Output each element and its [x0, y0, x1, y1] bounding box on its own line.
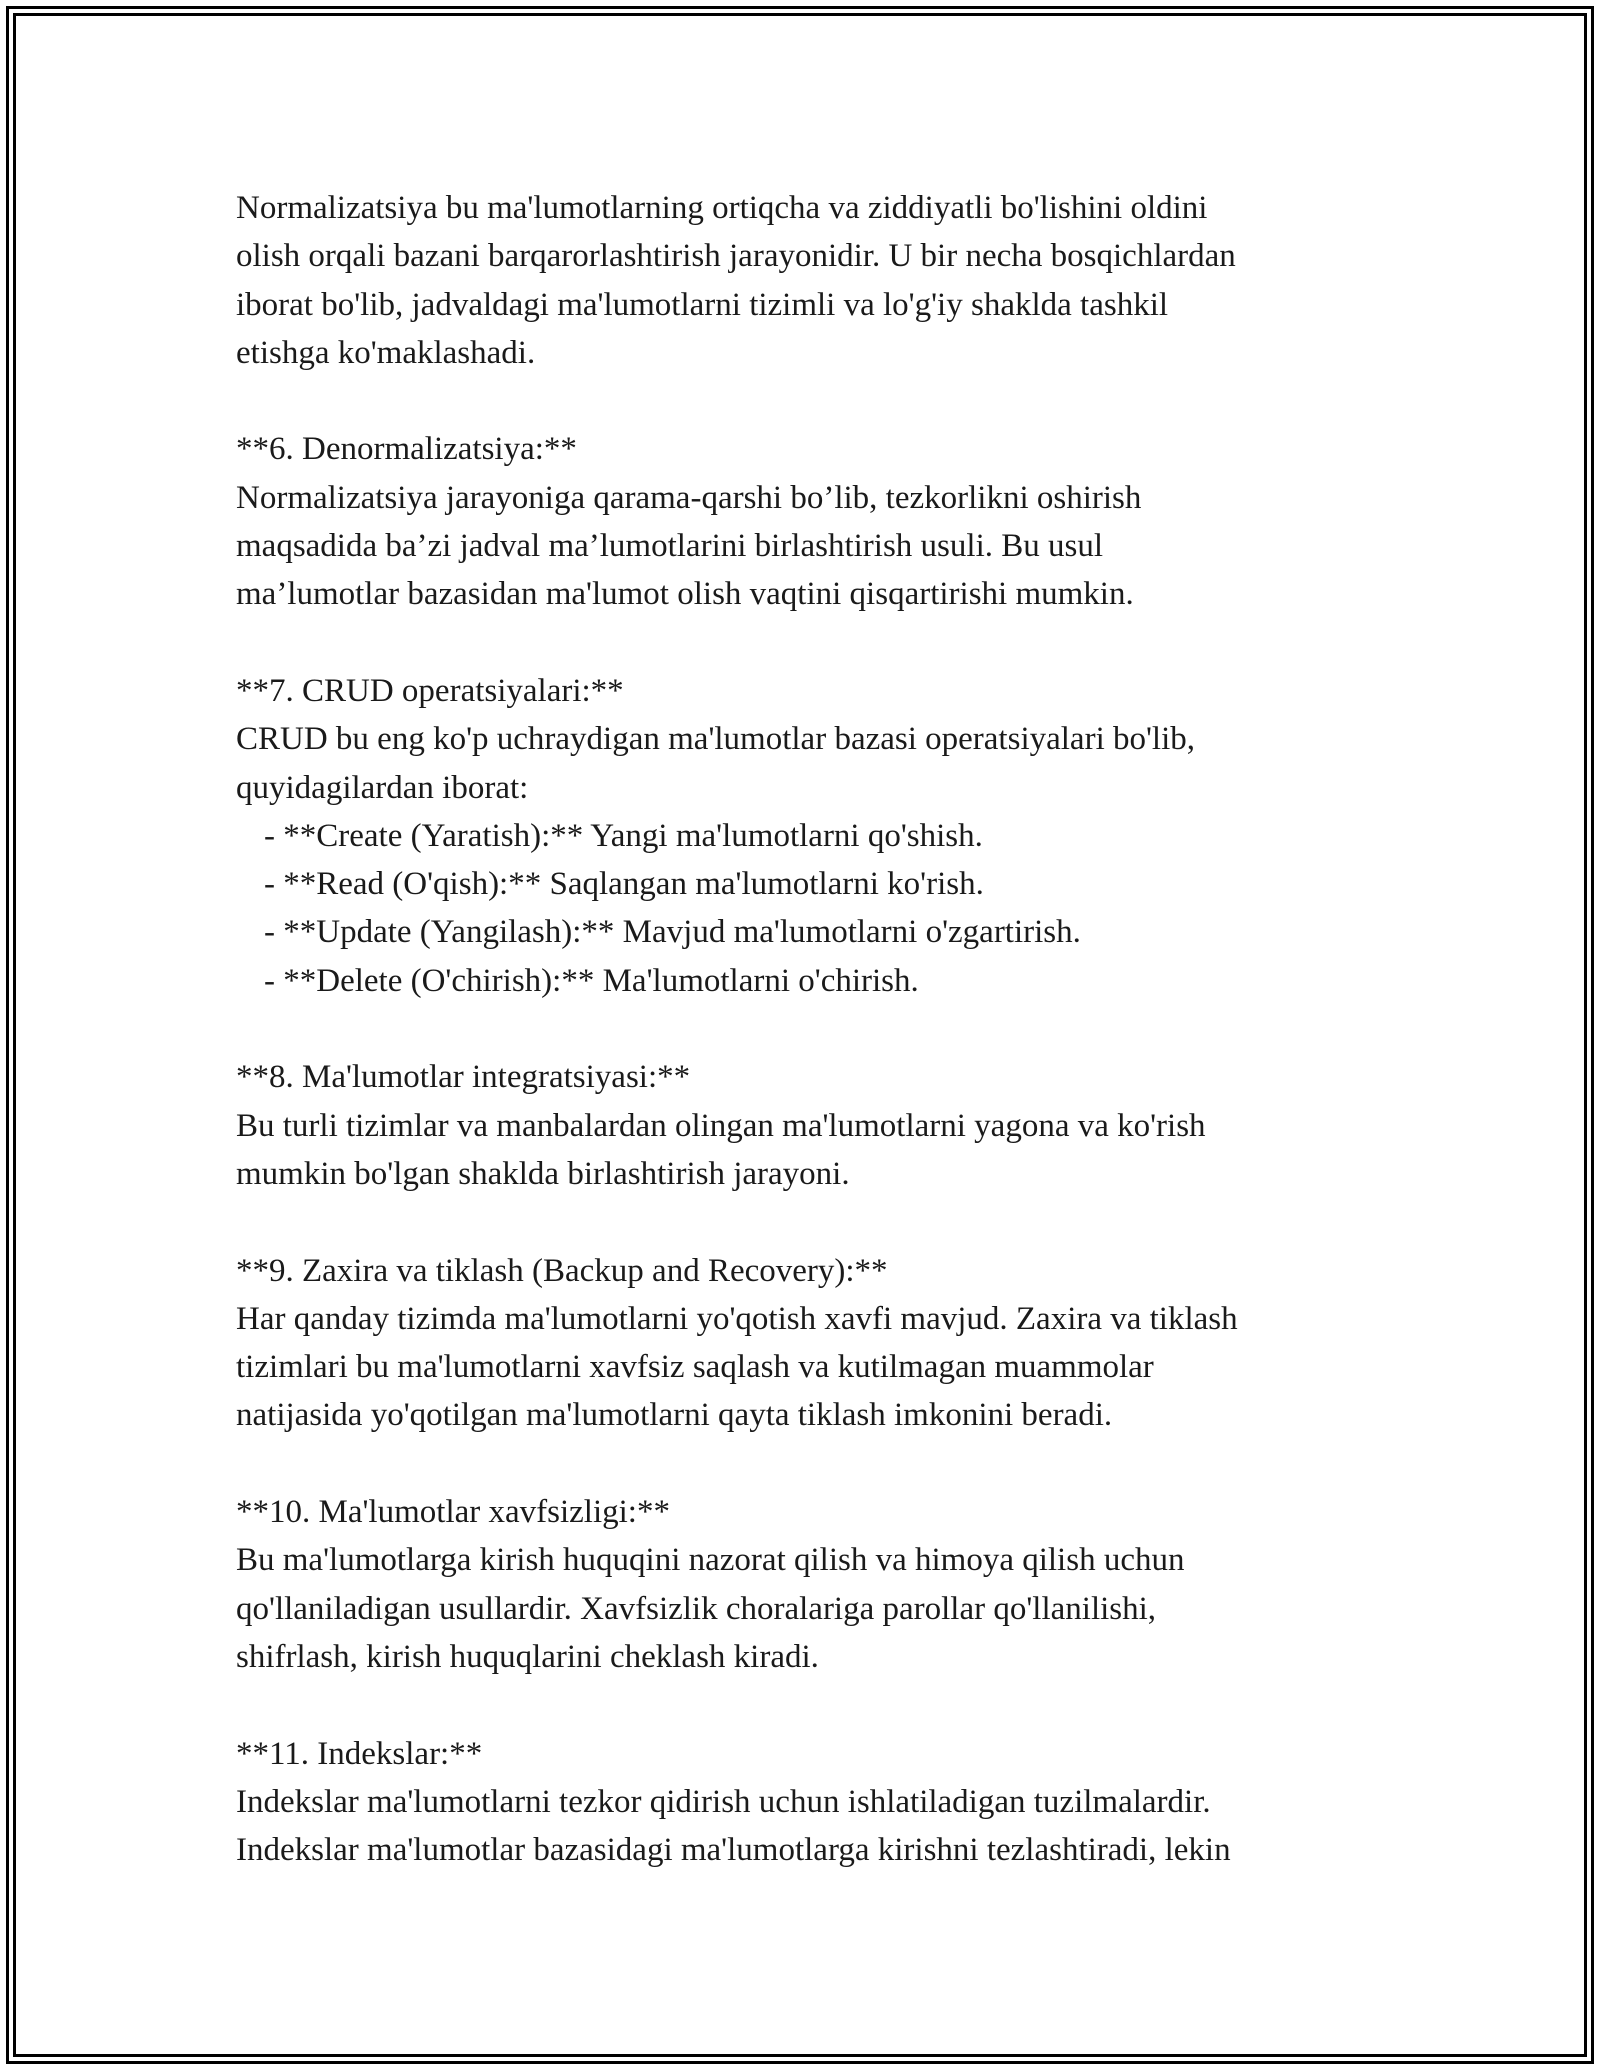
blank-line	[236, 1681, 1396, 1729]
list-item: - **Delete (O'chirish):** Ma'lumotlarni o'chirish.	[264, 962, 919, 999]
text-line: iborat bo'lib, jadvaldagi ma'lumotlarni tizimli va lo'g'iy shaklda tashkil	[236, 286, 1169, 323]
text-line: ma’lumotlar bazasidan ma'lumot olish vaqtini qisqartirishi mumkin.	[236, 576, 1134, 613]
list-item: - **Create (Yaratish):** Yangi ma'lumotlarni qo'shish.	[264, 817, 983, 854]
section-heading: **9. Zaxira va tiklash (Backup and Recovery):**	[236, 1252, 888, 1289]
text-line: etishga ko'maklashadi.	[236, 334, 536, 371]
text-line: Indekslar ma'lumotlar bazasidagi ma'lumotlarga kirishni tezlashtiradi, lekin	[236, 1832, 1231, 1869]
section-heading: **10. Ma'lumotlar xavfsizligi:**	[236, 1494, 670, 1531]
section-heading: **6. Denormalizatsiya:**	[236, 431, 577, 468]
blank-line	[236, 1440, 1396, 1488]
blank-line	[236, 377, 1396, 425]
text-line: CRUD bu eng ko'p uchraydigan ma'lumotlar bazasi operatsiyalari bo'lib,	[236, 721, 1196, 758]
blank-line	[236, 1198, 1396, 1246]
text-line: qo'llaniladigan usullardir. Xavfsizlik choralariga parollar qo'llanilishi,	[236, 1590, 1157, 1627]
text-line: olish orqali bazani barqarorlashtirish jarayonidir. U bir necha bosqichlardan	[236, 238, 1236, 275]
text-line: quyidagilardan iborat:	[236, 769, 529, 806]
section-heading: **11. Indekslar:**	[236, 1735, 483, 1772]
blank-line	[236, 1005, 1396, 1053]
text-line: Bu ma'lumotlarga kirish huquqini nazorat qilish va himoya qilish uchun	[236, 1542, 1185, 1579]
text-line: tizimlari bu ma'lumotlarni xavfsiz saqlash va kutilmagan muammolar	[236, 1349, 1154, 1386]
section-heading: **8. Ma'lumotlar integratsiyasi:**	[236, 1059, 691, 1096]
blank-line	[236, 619, 1396, 667]
text-line: maqsadida ba’zi jadval ma’lumotlarini birlashtirish usuli. Bu usul	[236, 528, 1104, 565]
list-item: - **Read (O'qish):** Saqlangan ma'lumotlarni ko'rish.	[264, 866, 984, 903]
text-line: shifrlash, kirish huquqlarini cheklash kiradi.	[236, 1638, 819, 1675]
text-line: Bu turli tizimlar va manbalardan olingan ma'lumotlarni yagona va ko'rish	[236, 1107, 1206, 1144]
text-line: Normalizatsiya jarayoniga qarama-qarshi bo’lib, tezkorlikni oshirish	[236, 479, 1142, 516]
text-line: Indekslar ma'lumotlarni tezkor qidirish uchun ishlatiladigan tuzilmalardir.	[236, 1783, 1211, 1820]
text-line: Normalizatsiya bu ma'lumotlarning ortiqcha va ziddiyatli bo'lishini oldini	[236, 190, 1208, 226]
text-line: Har qanday tizimda ma'lumotlarni yo'qotish xavfi mavjud. Zaxira va tiklash	[236, 1300, 1238, 1337]
document-body	[236, 184, 1396, 1874]
text-line: natijasida yo'qotilgan ma'lumotlarni qayta tiklash imkonini beradi.	[236, 1397, 1113, 1434]
text-line: mumkin bo'lgan shaklda birlashtirish jarayoni.	[236, 1155, 850, 1192]
section-heading: **7. CRUD operatsiyalari:**	[236, 672, 624, 709]
list-item: - **Update (Yangilash):** Mavjud ma'lumotlarni o'zgartirish.	[264, 914, 1081, 951]
